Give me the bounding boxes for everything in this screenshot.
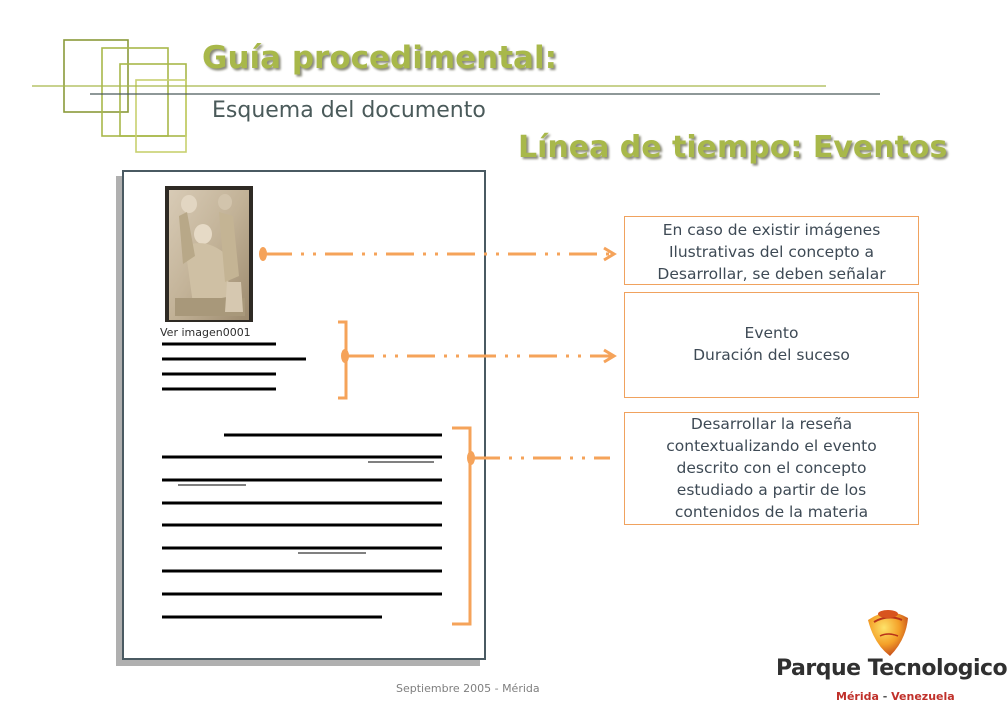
page-title: Guía procedimental: xyxy=(202,40,558,76)
footer-date: Septiembre 2005 - Mérida xyxy=(396,682,540,695)
connector-start-dot xyxy=(259,247,267,261)
logo-city: Mérida xyxy=(836,690,879,703)
callout-description xyxy=(624,412,919,525)
callout-line: descrito con el concepto xyxy=(676,459,867,477)
connector-start-dot xyxy=(341,349,349,363)
callout-line: contextualizando el evento xyxy=(666,437,877,455)
callout-line: Duración del suceso xyxy=(693,346,850,364)
callout-event xyxy=(624,292,919,398)
callout-line: estudiado a partir de los xyxy=(676,481,867,499)
callout-line: En caso de existir imágenes xyxy=(662,221,881,239)
logo-name: Parque Tecnologico xyxy=(776,656,1007,681)
callout-images xyxy=(624,216,919,285)
callout-line: Evento xyxy=(744,324,799,342)
callout-line: Desarrollar la reseña xyxy=(690,415,853,433)
image-caption: Ver imagen0001 xyxy=(160,326,251,339)
logo-separator: - xyxy=(878,690,892,703)
callout-line: Ilustrativas del concepto a xyxy=(668,243,875,261)
logo-country: Venezuela xyxy=(891,690,955,703)
page-subtitle: Esquema del documento xyxy=(212,98,486,123)
connector-start-dot xyxy=(467,451,475,465)
logo-mark-icon xyxy=(862,606,914,660)
logo-location xyxy=(836,690,955,703)
callout-line: Desarrollar, se deben señalar xyxy=(657,265,886,283)
section-title: Línea de tiempo: Eventos xyxy=(518,130,948,165)
callout-line: contenidos de la materia xyxy=(674,503,869,521)
